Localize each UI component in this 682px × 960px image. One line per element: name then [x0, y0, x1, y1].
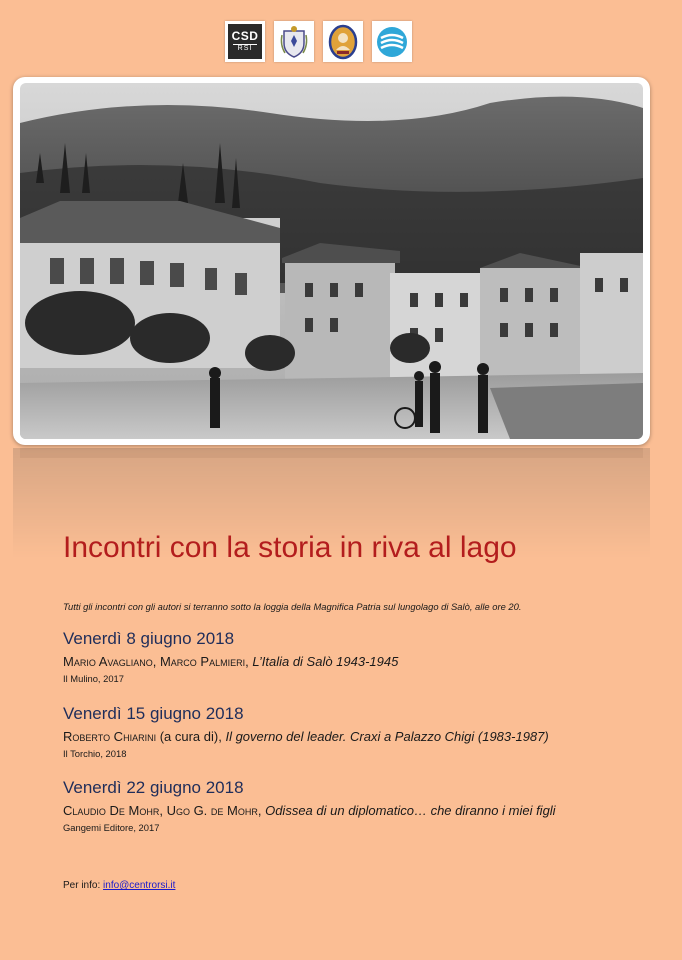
- csd-logo-subtext: RSI: [233, 44, 257, 53]
- event-publisher: Il Mulino, 2017: [63, 673, 124, 684]
- event-book-line: [63, 654, 663, 669]
- event-authors: Claudio De Mohr, Ugo G. de Mohr,: [63, 803, 262, 818]
- event-date: Venerdì 8 giugno 2018: [63, 629, 235, 648]
- event-book-line: [63, 729, 663, 744]
- event-1: [63, 629, 663, 684]
- coat-of-arms-logo: [274, 21, 314, 62]
- intro-text: Tutti gli incontri con gli autori si terranno sotto la loggia della Magnifica Patria sul lungolago di Salò, alle ore 20.: [63, 601, 522, 612]
- logo-strip: [225, 21, 412, 62]
- csd-logo-text: CSD: [231, 29, 259, 43]
- csd-rsi-logo: [225, 21, 265, 62]
- event-authors: Mario Avagliano, Marco Palmieri,: [63, 654, 249, 669]
- event-date: Venerdì 22 giugno 2018: [63, 778, 244, 797]
- contact-label: Per info:: [63, 880, 101, 891]
- event-book-line: [63, 803, 663, 818]
- event-book-title: Il governo del leader. Craxi a Palazzo Chigi (1983-1987): [225, 729, 549, 744]
- event-publisher: Il Torchio, 2018: [63, 748, 127, 759]
- historic-photo-frame: [13, 77, 650, 445]
- event-date: Venerdì 15 giugno 2018: [63, 704, 244, 723]
- historic-lakefront-photo: [20, 83, 643, 439]
- event-book-title: Odissea di un diplomatico… che diranno i miei figli: [265, 803, 556, 818]
- event-2: [63, 704, 663, 759]
- medallion-logo: [323, 21, 363, 62]
- contact-email-link[interactable]: info@centrorsi.it: [103, 880, 176, 891]
- event-book-title: L’Italia di Salò 1943-1945: [252, 654, 399, 669]
- event-authors: Roberto Chiarini: [63, 729, 157, 744]
- event-3: [63, 778, 663, 833]
- contact-info: [63, 880, 175, 891]
- event-publisher: Gangemi Editore, 2017: [63, 822, 160, 833]
- event-authors-suffix: (a cura di),: [159, 729, 222, 744]
- wave-books-logo: [372, 21, 412, 62]
- page-title: Incontri con la storia in riva al lago: [63, 531, 517, 564]
